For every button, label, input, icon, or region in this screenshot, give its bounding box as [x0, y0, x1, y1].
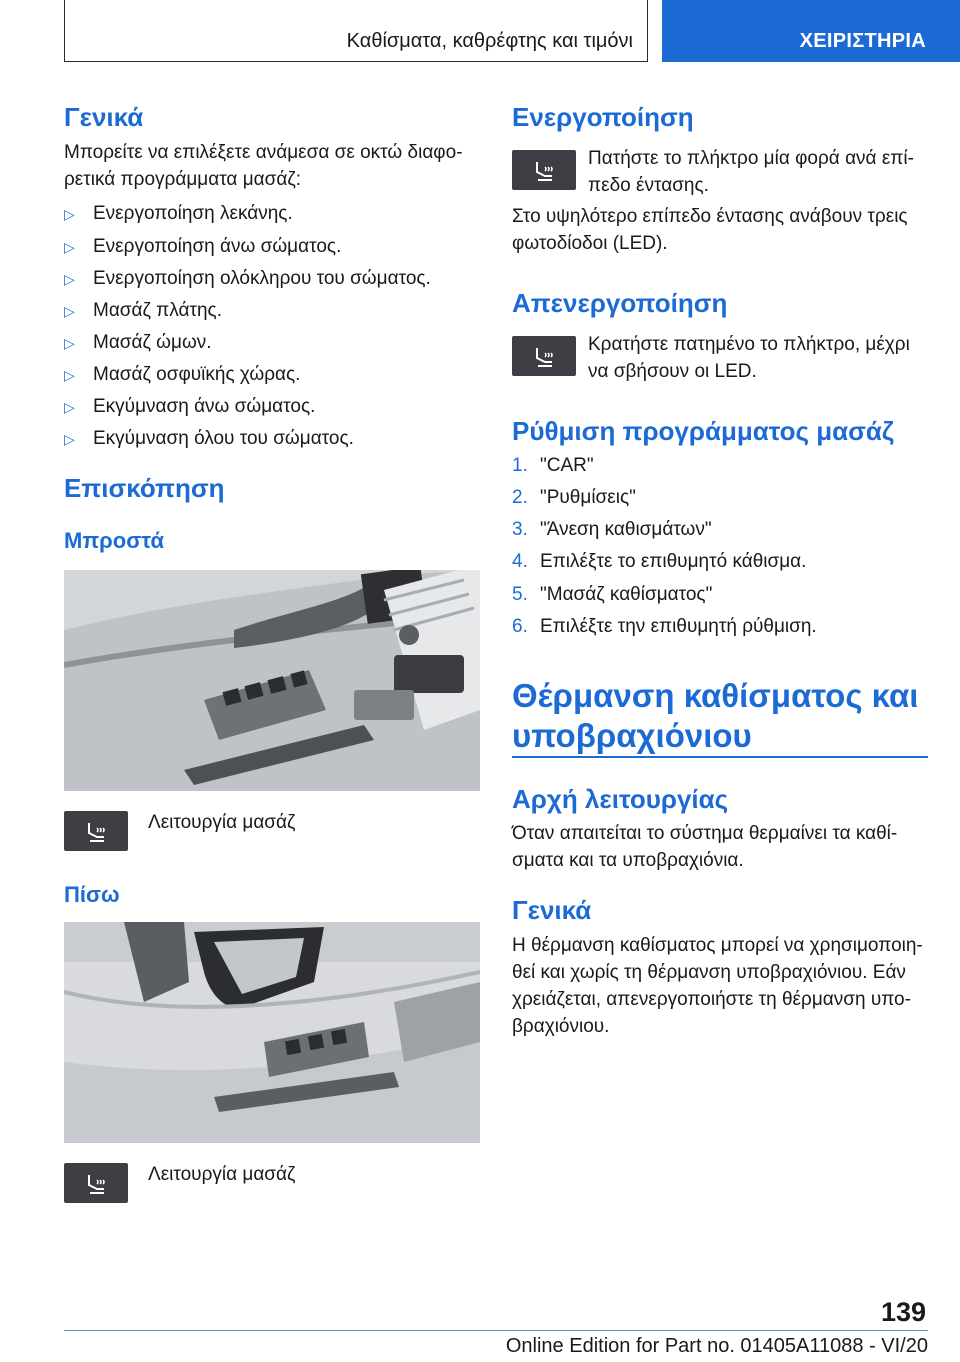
massage-seat-icon: [64, 811, 128, 851]
principle-heading: Αρχή λειτουργίας: [512, 784, 729, 814]
massage-seat-icon: [64, 1163, 128, 1203]
principle-text: Όταν απαιτείται το σύστημα θερμαίνει τα καθί-σματα και τα υποβραχιόνια.: [512, 823, 898, 871]
header-title: Καθίσματα, καθρέφτης και τιμόνι: [346, 30, 633, 52]
deactivation-text: Κρατήστε πατημένο το πλήκτρο, μέχρι να σβήσουν οι LED.: [588, 334, 910, 382]
rear-caption: Λειτουργία μασάζ: [148, 1164, 296, 1185]
triangle-bullet-icon: ▷: [64, 239, 75, 255]
bullet-item: ▷ Ενεργοποίηση ολόκληρου του σώματος.: [64, 268, 431, 289]
page-number: 139: [880, 1297, 926, 1327]
bullet-item: ▷ Εκγύμναση άνω σώματος.: [64, 396, 316, 417]
triangle-bullet-icon: ▷: [64, 271, 75, 287]
footer-rule: [64, 1330, 928, 1331]
step-item: 5. "Μασάζ καθίσματος": [512, 584, 713, 605]
step-item: 6. Επιλέξτε την επιθυμητή ρύθμιση.: [512, 616, 817, 637]
rear-heading: Πίσω: [64, 882, 120, 907]
massage-seat-icon: [512, 150, 576, 190]
seat-heating-heading: Θέρμανση καθίσματος και υποβραχιόνιου: [512, 677, 919, 754]
deactivation-heading: Απενεργοποίηση: [512, 288, 728, 318]
header-title-box: [64, 0, 648, 62]
front-door-photo: [64, 570, 480, 791]
bullet-item: ▷ Εκγύμναση όλου του σώματος.: [64, 428, 354, 449]
bullet-item: ▷ Μασάζ ώμων.: [64, 332, 212, 353]
header-section-label: ΧΕΙΡΙΣΤΗΡΙΑ: [799, 30, 926, 52]
footer-edition: Online Edition for Part no. 01405A11088 - VI/20: [505, 1335, 928, 1357]
activation-note: Στο υψηλότερο επίπεδο έντασης ανάβουν τρεις φωτοδίοδοι (LED).: [512, 206, 908, 254]
rear-door-photo: [64, 922, 480, 1143]
triangle-bullet-icon: ▷: [64, 206, 75, 222]
general-heading: Γενικά: [64, 102, 144, 132]
header-section-tab: [662, 0, 960, 62]
front-heading: Μπροστά: [64, 528, 164, 553]
triangle-bullet-icon: ▷: [64, 431, 75, 447]
triangle-bullet-icon: ▷: [64, 335, 75, 351]
front-caption: Λειτουργία μασάζ: [148, 812, 296, 833]
general2-text: Η θέρμανση καθίσματος μπορεί να χρησιμοποιη-θεί και χωρίς τη θέρμανση υποβραχιόνιου. Εάν χρειάζεται, απενεργοποιήστε τη θέρμανση υπο-βραχιόνιου.: [512, 935, 923, 1037]
bullet-item: ▷ Ενεργοποίηση άνω σώματος.: [64, 236, 342, 257]
activation-text: Πατήστε το πλήκτρο μία φορά ανά επί-πεδο έντασης.: [588, 148, 914, 196]
general2-heading: Γενικά: [512, 895, 592, 925]
general-intro: Μπορείτε να επιλέξετε ανάμεσα σε οκτώ διαφο-ρετικά προγράμματα μασάζ:: [64, 142, 463, 190]
bullet-item: ▷ Μασάζ πλάτης.: [64, 300, 222, 321]
massage-seat-icon: [512, 336, 576, 376]
overview-heading: Επισκόπηση: [64, 473, 225, 503]
massage-program-heading: Ρύθμιση προγράμματος μασάζ: [512, 416, 894, 446]
triangle-bullet-icon: ▷: [64, 367, 75, 383]
bullet-item: ▷ Ενεργοποίηση λεκάνης.: [64, 203, 293, 224]
step-item: 3. "Άνεση καθισμάτων": [512, 519, 712, 540]
bullet-item: ▷ Μασάζ οσφυϊκής χώρας.: [64, 364, 301, 385]
heading-rule: [512, 756, 928, 758]
step-item: 2. "Ρυθμίσεις": [512, 487, 636, 508]
step-item: 1. "CAR": [512, 455, 594, 476]
step-item: 4. Επιλέξτε το επιθυμητό κάθισμα.: [512, 551, 807, 572]
activation-heading: Ενεργοποίηση: [512, 102, 694, 132]
triangle-bullet-icon: ▷: [64, 303, 75, 319]
triangle-bullet-icon: ▷: [64, 399, 75, 415]
